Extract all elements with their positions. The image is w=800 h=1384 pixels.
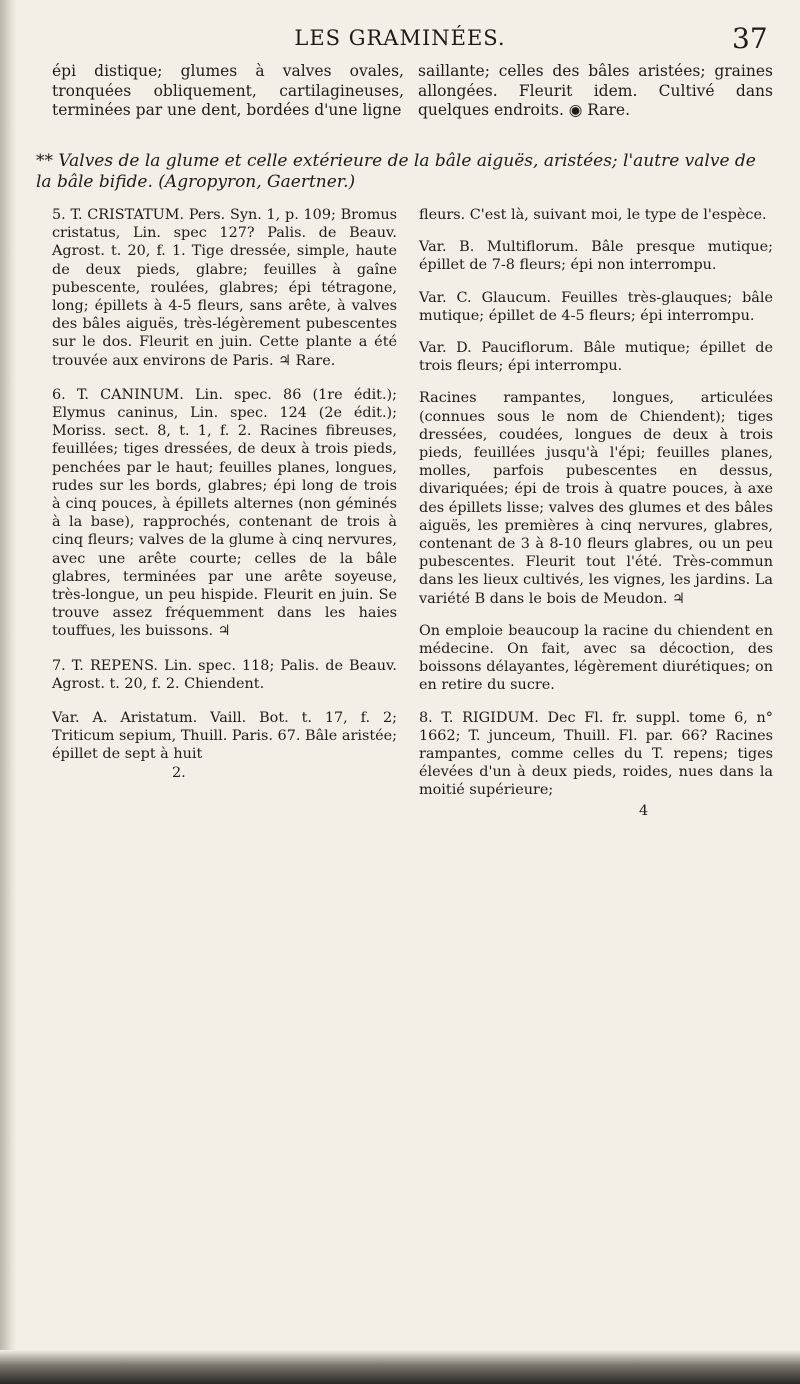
continued-text-right: saillante; celles des bâles aristées; graines allongées. Fleurit idem. Cultivé dans quelques endroits. ◉ Rare. [418, 62, 773, 120]
entry-cristatum: 5. T. CRISTATUM. Pers. Syn. 1, p. 109; Bromus cristatus, Lin. spec 127? Palis. de Beauv. Agrost. t. 20, f. 1. Tige dressée, simple, haute de deux pieds, glabre; feuilles à gaîne pubescente, roulées, glabres; épi tétragone, long; épillets à 4-5 fleurs, sans arête, à valves des bâles aiguës, très-légèrement pubescentes sur le dos. Fleurit en juin. Cette plante a été trouvée aux environs de Paris. ♃ Rare. [52, 207, 397, 369]
signature-mark-left: 2. [172, 764, 186, 781]
variety-aristatum: Var. A. Aristatum. Vaill. Bot. t. 17, f. 2; Triticum sepium, Thuill. Paris. 67. Bâle aristée; épillet de sept à huit [52, 710, 397, 763]
variety-glaucum: Var. C. Glaucum. Feuilles très-glauques; bâle mutique; épillet de 4-5 fleurs; épi interrompu. [419, 289, 773, 324]
running-title: LES GRAMINÉES. [294, 26, 506, 50]
variety-pauciflorum: Var. D. Pauciflorum. Bâle mutique; épillet de trois fleurs; épi interrompu. [419, 340, 773, 375]
running-header [0, 22, 800, 62]
variety-multiflorum: Var. B. Multiflorum. Bâle presque mutique; épillet de 7-8 fleurs; épi non interrompu. [419, 239, 773, 274]
entry-rigidum: 8. T. RIGIDUM. Dec Fl. fr. suppl. tome 6, n° 1662; T. junceum, Thuill. Fl. par. 66? Racines rampantes, comme celles du T. repens; tiges élevées d'un à deux pieds, roides, nues dans la moitié supérieure; [419, 709, 773, 799]
usage-repens: On emploie beaucoup la racine du chiendent en médecine. On fait, avec sa décoction, des boissons délayantes, légèrement diurétiques; on en retire du sucre. [419, 622, 773, 694]
description-repens: Racines rampantes, longues, articulées (connues sous le nom de Chiendent); tiges dressées, coudées, longues de deux à trois pieds, feuillées jusqu'à l'épi; feuilles planes, molles, parfois pubescentes en dessus, divariquées; épi de trois à quatre pouces, à axe des épillets lisse; valves des glumes et des bâles aiguës, les premières à cinq nervures, glabres, contenant de 3 à 8-10 fleurs glabres, ou un peu pubescentes. Fleurit tout l'été. Très-commun dans les lieux cultivés, les vignes, les jardins. La variété B dans le bois de Meudon. ♃ [419, 390, 773, 607]
page-edge-shadow [0, 1350, 800, 1384]
page-number: 37 [732, 22, 768, 55]
continued-text-left: épi distique; glumes à valves ovales, tronquées obliquement, cartilagineuses, terminées par une dent, bordées d'une ligne [52, 62, 404, 120]
entry-repens: 7. T. REPENS. Lin. spec. 118; Palis. de Beauv. Agrost. t. 20, f. 2. Chiendent. [52, 657, 397, 692]
section-heading-note: ** Valves de la glume et celle extérieure de la bâle aiguës, aristées; l'autre valve de la bâle bifide. (Agropyron, Gaertner.) [36, 151, 756, 192]
page-binding-shadow [0, 0, 16, 1384]
signature-mark-right: 4 [639, 802, 649, 819]
right-column [419, 206, 773, 834]
entry-repens-continued: fleurs. C'est là, suivant moi, le type de l'espèce. [419, 207, 767, 223]
entry-caninum: 6. T. CANINUM. Lin. spec. 86 (1re édit.); Elymus caninus, Lin. spec. 124 (2e édit.); Moriss. sect. 8, t. 1, f. 2. Racines fibreuses, feuillées; tiges dressées, de deux à trois pieds, penchées par le haut; feuilles planes, longues, rudes sur les bords, glabres; épi long de trois à cinq pouces, à épillets alternes (non géminés à la base), rapprochés, contenant de trois à cinq fleurs; valves de la glume à cinq nervures, avec une arête courte; celles de la bâle glabres, terminées par une arête soyeuse, très-longue, un peu hispide. Fleurit en juin. Se trouve assez fréquemment dans les haies touffues, les buissons. ♃ [52, 386, 397, 640]
left-column [52, 206, 397, 798]
